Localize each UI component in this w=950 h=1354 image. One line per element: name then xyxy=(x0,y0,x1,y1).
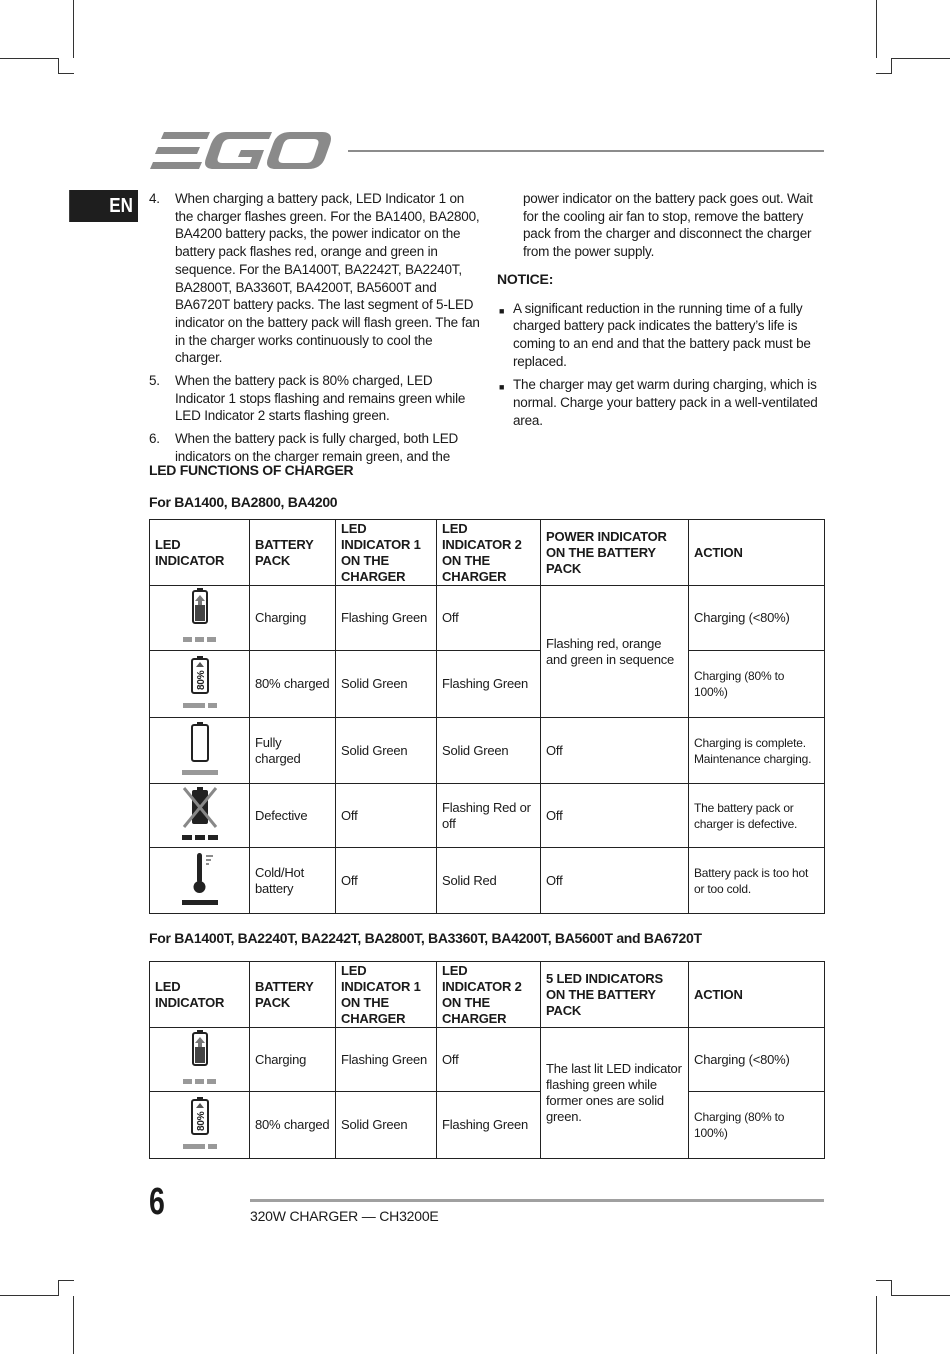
icon-cell xyxy=(150,1092,250,1159)
icon-cell xyxy=(150,784,250,848)
step-text: When the battery pack is fully charged, both LED indicators on the charger remain green, and the xyxy=(175,431,459,464)
footer-rule xyxy=(250,1199,824,1202)
table-cell: Solid Green xyxy=(437,718,541,784)
table-cell: Solid Green xyxy=(336,651,437,718)
table-cell: 80% charged xyxy=(250,1092,336,1159)
crop-mark xyxy=(876,73,892,74)
table-cell: Off xyxy=(541,784,689,848)
step-continuation: power indicator on the battery pack goes out. Wait for the cooling air fan to stop, remove the battery pack from the charger and disconnect the charger from the power supply. xyxy=(523,191,813,260)
charging-battery-icon xyxy=(176,587,224,645)
battery-level-label: 80% xyxy=(195,670,207,690)
ego-logo xyxy=(150,130,332,172)
charging-battery-icon xyxy=(176,1029,224,1087)
icon-cell xyxy=(150,586,250,651)
crop-mark xyxy=(892,1295,950,1296)
table-cell: Solid Red xyxy=(437,848,541,914)
table-cell: Charging is complete. Maintenance charging. xyxy=(689,718,825,784)
table-cell: Defective xyxy=(250,784,336,848)
crop-mark xyxy=(58,73,74,74)
header-rule xyxy=(348,150,824,152)
table-row xyxy=(150,586,825,651)
table-cell: Flashing Red or off xyxy=(437,784,541,848)
table-row xyxy=(150,651,825,718)
table-cell: Off xyxy=(437,586,541,651)
icon-cell xyxy=(150,1028,250,1092)
table-cell: Charging (80% to 100%) xyxy=(689,1092,825,1159)
notice-item xyxy=(497,376,827,429)
80-percent-battery-icon xyxy=(176,653,224,711)
table-cell: Charging (80% to 100%) xyxy=(689,651,825,718)
table-row xyxy=(150,718,825,784)
table-cell: Flashing Green xyxy=(437,651,541,718)
column-header: LED INDICATOR 2 ON THE CHARGER xyxy=(437,962,541,1028)
table-cell: Flashing red, orange and green in sequence xyxy=(541,586,689,718)
table-cell: The battery pack or charger is defective. xyxy=(689,784,825,848)
column-header: LED INDICATOR 1 ON THE CHARGER xyxy=(336,520,437,586)
column-header: BATTERY PACK xyxy=(250,962,336,1028)
crop-mark xyxy=(73,0,74,58)
crop-mark xyxy=(891,1280,892,1296)
table-cell: Off xyxy=(541,848,689,914)
table-cell: Off xyxy=(336,784,437,848)
column-header: BATTERY PACK xyxy=(250,520,336,586)
table-header-row xyxy=(150,520,825,586)
table-cell: Off xyxy=(437,1028,541,1092)
table-cell: Flashing Green xyxy=(437,1092,541,1159)
table-row xyxy=(150,1092,825,1159)
step-text: When the battery pack is 80% charged, LED Indicator 1 stops flashing and remains green while LED Indicator 2 starts flashing green. xyxy=(175,373,466,424)
table-row xyxy=(150,1028,825,1092)
notice-title: NOTICE: xyxy=(497,270,554,287)
column-header: LED INDICATOR 2 ON THE CHARGER xyxy=(437,520,541,586)
crop-mark xyxy=(58,58,59,74)
defective-battery-icon xyxy=(176,785,224,843)
crop-mark xyxy=(891,58,892,74)
step-item xyxy=(149,430,481,465)
column-header: ACTION xyxy=(689,520,825,586)
table-header-row xyxy=(150,962,825,1028)
crop-mark xyxy=(876,1296,877,1354)
crop-mark xyxy=(892,58,950,59)
thermometer-icon xyxy=(176,850,224,908)
table-row xyxy=(150,848,825,914)
table-cell: Charging xyxy=(250,586,336,651)
crop-mark xyxy=(876,1280,892,1281)
80-percent-battery-icon xyxy=(176,1094,224,1152)
table-cell: Fully charged xyxy=(250,718,336,784)
icon-cell xyxy=(150,651,250,718)
table2-title: For BA1400T, BA2240T, BA2242T, BA2800T, BA3360T, BA4200T, BA5600T and BA6720T xyxy=(149,930,702,946)
table-cell: Cold/Hot battery xyxy=(250,848,336,914)
column-header: LED INDICATOR xyxy=(150,520,250,586)
crop-mark xyxy=(0,1295,58,1296)
column-header: LED INDICATOR xyxy=(150,962,250,1028)
step-number: 6. xyxy=(149,431,160,447)
notice-item xyxy=(497,300,827,371)
crop-mark xyxy=(58,1280,59,1296)
step-number: 5. xyxy=(149,373,160,389)
crop-mark xyxy=(876,0,877,58)
column-header: 5 LED INDICATORS ON THE BATTERY PACK xyxy=(541,962,689,1028)
table-cell: Off xyxy=(541,718,689,784)
full-battery-icon xyxy=(176,720,224,778)
led-table-2 xyxy=(149,961,825,1159)
led-table-1 xyxy=(149,519,825,914)
step-item xyxy=(149,190,481,367)
table-cell: Solid Green xyxy=(336,718,437,784)
page-number: 6 xyxy=(149,1181,165,1223)
crop-mark xyxy=(0,58,58,59)
table1-title: For BA1400, BA2800, BA4200 xyxy=(149,494,338,510)
notice-text: The charger may get warm during charging, which is normal. Charge your battery pack in a well-ventilated area. xyxy=(513,377,818,428)
battery-level-label: 80% xyxy=(195,1111,207,1131)
notice-text: A significant reduction in the running time of a fully charged battery pack indicates the battery’s life is coming to an end and that the battery pack must be replaced. xyxy=(513,300,811,369)
column-header: POWER INDICATOR ON THE BATTERY PACK xyxy=(541,520,689,586)
icon-cell xyxy=(150,718,250,784)
table-cell: Charging (<80%) xyxy=(689,586,825,651)
bullet-icon: ■ xyxy=(499,382,505,393)
column-header: LED INDICATOR 1 ON THE CHARGER xyxy=(336,962,437,1028)
table-row xyxy=(150,784,825,848)
table-cell: Charging (<80%) xyxy=(689,1028,825,1092)
table-cell: Flashing Green xyxy=(336,1028,437,1092)
table-cell: Off xyxy=(336,848,437,914)
step-number: 4. xyxy=(149,191,160,206)
table-cell: Charging xyxy=(250,1028,336,1092)
step-item xyxy=(149,372,481,425)
table-cell: Solid Green xyxy=(336,1092,437,1159)
language-tab: EN xyxy=(69,190,138,222)
step-text: When charging a battery pack, LED Indicator 1 on the charger flashes green. For the BA1400, BA2800, BA4200 battery packs, the power indicator on the battery pack flashes red, orange and green in sequence. For the BA1400T, BA2242T, BA2240T, BA2800T, BA3360T, BA4200T, BA5600T and BA6720T battery packs. The last segment of 5-LED indicator on the battery pack will flash green. The fan in the charger works continuously to cool the charger. xyxy=(175,191,480,366)
crop-mark xyxy=(58,1280,74,1281)
column-header: ACTION xyxy=(689,962,825,1028)
footer-text: 320W CHARGER — CH3200E xyxy=(250,1208,439,1224)
table-cell: Flashing Green xyxy=(336,586,437,651)
table-cell: Battery pack is too hot or too cold. xyxy=(689,848,825,914)
left-column xyxy=(149,190,481,471)
table-cell: 80% charged xyxy=(250,651,336,718)
bullet-icon: ■ xyxy=(499,305,505,316)
right-column xyxy=(497,190,827,435)
crop-mark xyxy=(73,1296,74,1354)
section-title: LED FUNCTIONS OF CHARGER xyxy=(149,462,354,478)
icon-cell xyxy=(150,848,250,914)
table-cell: The last lit LED indicator flashing green while former ones are solid green. xyxy=(541,1028,689,1159)
